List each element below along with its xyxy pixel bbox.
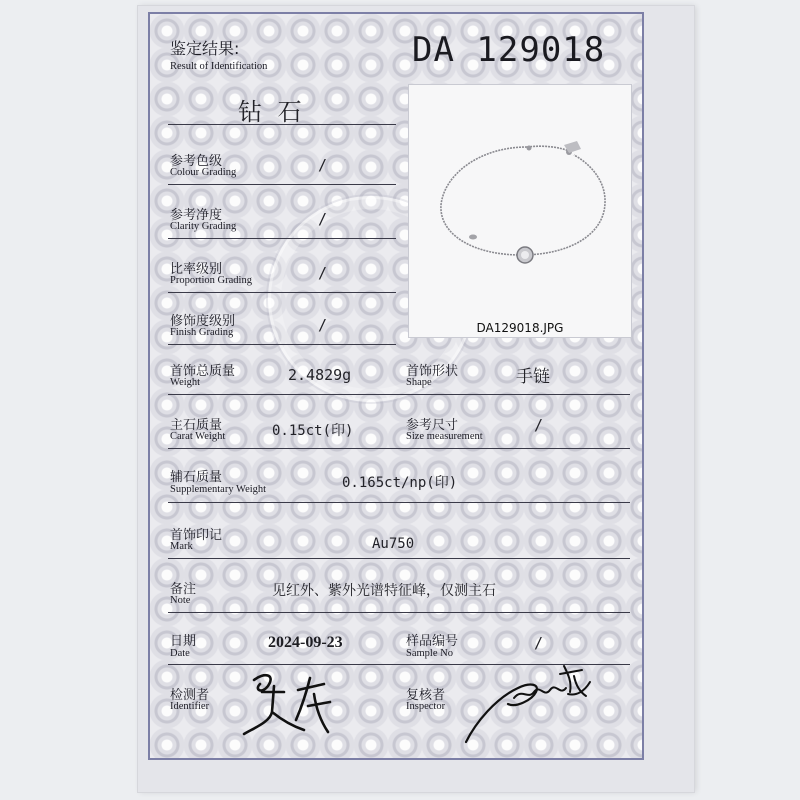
date-label-en: Date [170,648,190,659]
carat-underline [168,448,630,449]
weight-label-en: Weight [170,377,201,388]
inspector-label-en: Inspector [406,701,446,712]
identifier-label-en: Identifier [170,701,210,712]
weight-underline [168,394,630,395]
sample-label-zh: 样品编号 [406,634,459,649]
size-label-en: Size measurement [406,431,483,442]
proportion-underline [168,292,396,293]
mark-label-en: Mark [170,541,193,552]
carat-label-zh: 主石质量 [170,418,223,433]
note-label-zh: 备注 [170,582,197,597]
finish-underline [168,344,396,345]
clarity-value: / [318,210,328,228]
weight-value: 2.4829g [288,366,352,384]
finish-value: / [318,316,328,334]
finish-label-en: Finish Grading [170,327,234,338]
colour-value: / [318,156,328,174]
weight-label-zh: 首饰总质量 [170,364,236,379]
identifier-label-zh: 检测者 [170,688,210,703]
supplementary-underline [168,502,630,503]
sample-value: / [534,634,544,652]
result-label-zh: 鉴定结果: [170,39,240,58]
clarity-underline [168,238,396,239]
clarity-label-en: Clarity Grading [170,221,237,232]
date-value: 2024-09-23 [268,634,343,651]
certificate-number: DA 129018 [412,30,606,70]
clarity-label-zh: 参考净度 [170,208,223,223]
photo-caption: DA129018.JPG [476,321,564,335]
supplementary-label-zh: 辅石质量 [170,470,223,485]
colour-label-zh: 参考色级 [170,154,223,169]
result-label-en: Result of Identification [170,61,268,72]
mark-underline [168,558,630,559]
colour-label-en: Colour Grading [170,167,237,178]
shape-label-zh: 首饰形状 [406,364,459,379]
proportion-value: / [318,264,328,282]
shape-label-en: Shape [406,377,432,388]
identifier-signature [224,660,354,750]
carat-label-en: Carat Weight [170,431,226,442]
result-value: 钻 石 [238,98,306,126]
size-label-zh: 参考尺寸 [406,418,459,433]
proportion-label-en: Proportion Grading [170,275,252,286]
inspector-signature [456,652,606,752]
supplementary-label-en: Supplementary Weight [170,484,267,495]
shape-value: 手链 [516,367,550,387]
bracelet-image [409,85,631,315]
date-label-zh: 日期 [170,634,197,649]
proportion-label-zh: 比率级别 [170,262,223,277]
sample-label-en: Sample No [406,648,453,659]
inspector-label-zh: 复核者 [406,688,446,703]
finish-label-zh: 修饰度级别 [170,314,236,329]
size-value: / [534,416,544,434]
mark-label-zh: 首饰印记 [170,528,223,543]
colour-underline [168,184,396,185]
note-label-en: Note [170,595,191,606]
note-value: 见红外、紫外光谱特征峰，仅测主石 [272,583,496,599]
supplementary-value: 0.165ct/np(印) [342,475,458,491]
note-underline [168,612,630,613]
carat-value: 0.15ct(印) [272,423,354,439]
result-underline [168,124,396,125]
mark-value: Au750 [372,536,415,552]
product-photo [408,84,632,338]
